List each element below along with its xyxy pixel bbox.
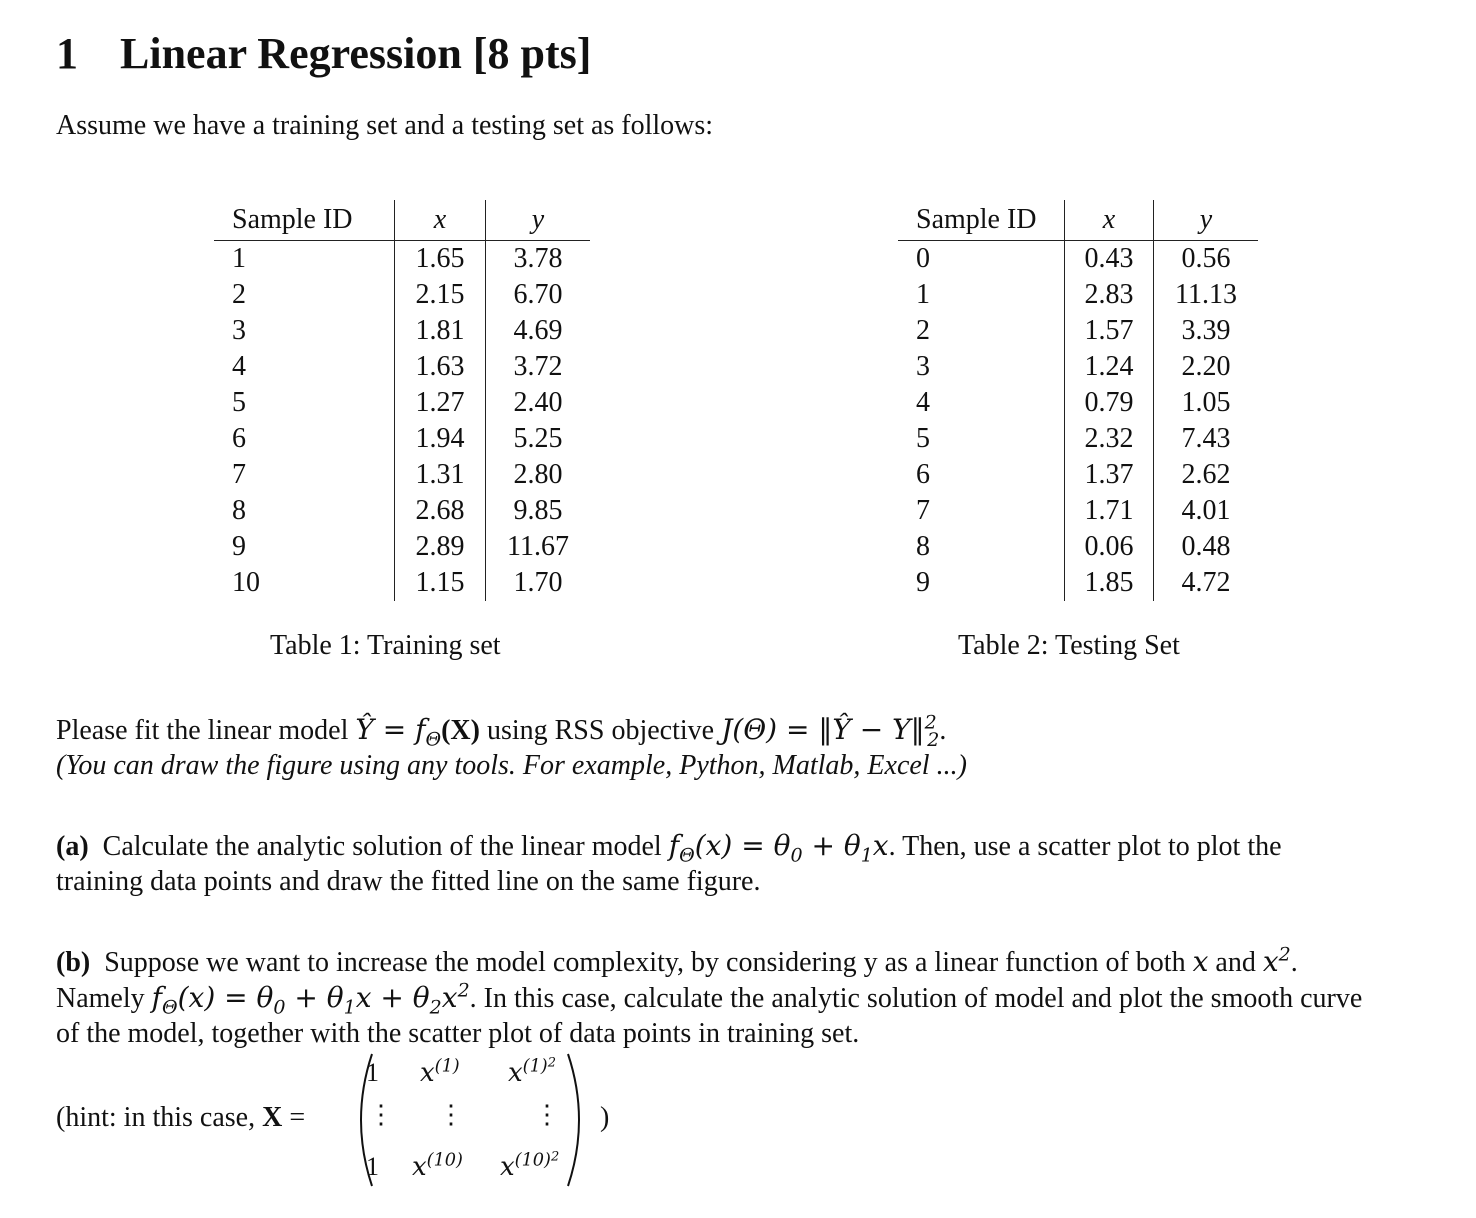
- x-cell: 1.37: [1065, 457, 1154, 493]
- sample-id-cell: 7: [916, 495, 930, 526]
- training-caption: Table 1: Training set: [270, 630, 501, 661]
- sample-id-cell: 10: [232, 567, 260, 598]
- fit-model-arg: (X): [441, 715, 480, 746]
- part-b-line3: of the model, together with the scatter plot of data points in training set.: [56, 1018, 860, 1049]
- hint-matrix-symbol: X: [262, 1102, 283, 1133]
- sample-id-cell: 5: [232, 387, 246, 418]
- sample-id-cell: 0: [916, 243, 930, 274]
- part-b-namely: Namely: [56, 983, 152, 1014]
- fit-end: .: [939, 715, 947, 746]
- part-a-line2: training data points and draw the fitted line on the same figure.: [56, 866, 761, 897]
- sample-id-cell: 3: [916, 351, 930, 382]
- sample-id-cell: 2: [232, 279, 246, 310]
- sample-id-cell: 6: [916, 459, 930, 490]
- x-cell: 1.15: [395, 565, 486, 601]
- sample-id-cell: 9: [916, 567, 930, 598]
- matrix-r3c2: $x^{(10)}$: [412, 1150, 463, 1182]
- testing-header-row: [898, 200, 1258, 241]
- x-cell: 0.06: [1065, 529, 1154, 565]
- hint-matrix: [346, 1052, 606, 1188]
- x-cell: 1.65: [395, 241, 486, 278]
- part-b-line2: [56, 980, 1362, 1017]
- part-a-formula: $f_\Theta(x) = \theta_0 + \theta_1x$: [668, 829, 889, 867]
- sample-id-cell: 2: [916, 315, 930, 346]
- table-row: [214, 529, 590, 565]
- x-cell: 2.68: [395, 493, 486, 529]
- part-b-line2-end: . In this case, calculate the analytic solution of model and plot the smooth curve: [469, 983, 1363, 1014]
- y-cell: 11.67: [486, 529, 591, 565]
- testing-header-y: y: [1154, 200, 1259, 241]
- part-a-line1: [56, 828, 1282, 865]
- x-cell: 2.83: [1065, 277, 1154, 313]
- testing-header-id: Sample ID: [898, 200, 1065, 241]
- y-cell: 5.25: [486, 421, 591, 457]
- x-cell: 1.71: [1065, 493, 1154, 529]
- part-b-formula: $f_\Theta(x) = \theta_0 + \theta_1x + \theta_2x^2$: [151, 979, 470, 1019]
- part-b-label: (b): [56, 947, 91, 978]
- table-row: [214, 493, 590, 529]
- table-row: [898, 421, 1258, 457]
- training-table: [214, 200, 590, 601]
- x-cell: 2.89: [395, 529, 486, 565]
- sample-id-cell: 8: [232, 495, 246, 526]
- x-cell: 1.27: [395, 385, 486, 421]
- table-row: [214, 385, 590, 421]
- table-row: [214, 277, 590, 313]
- matrix-r2c3: ⋮: [534, 1100, 560, 1129]
- table-row: [898, 277, 1258, 313]
- x-cell: 1.24: [1065, 349, 1154, 385]
- table-row: [214, 241, 590, 278]
- x-cell: 0.43: [1065, 241, 1154, 278]
- y-cell: 0.48: [1154, 529, 1259, 565]
- sample-id-cell: 4: [916, 387, 930, 418]
- y-cell: 2.80: [486, 457, 591, 493]
- x-cell: 1.85: [1065, 565, 1154, 601]
- y-cell: 7.43: [1154, 421, 1259, 457]
- fit-middle: using RSS objective: [479, 715, 722, 746]
- part-b-line1: [56, 944, 1298, 981]
- hint-text: [56, 1100, 305, 1136]
- y-cell: 0.56: [1154, 241, 1259, 278]
- x-cell: 1.63: [395, 349, 486, 385]
- testing-caption: Table 2: Testing Set: [958, 630, 1180, 661]
- sample-id-cell: 8: [916, 531, 930, 562]
- training-header-x: x: [395, 200, 486, 241]
- y-cell: 2.20: [1154, 349, 1259, 385]
- y-cell: 3.39: [1154, 313, 1259, 349]
- y-cell: 1.70: [486, 565, 591, 601]
- hint-prefix: (hint: in this case,: [56, 1102, 263, 1133]
- sample-id-cell: 1: [232, 243, 246, 274]
- matrix-r3c3: $x^{(10)2}$: [500, 1149, 560, 1182]
- table-row: [898, 529, 1258, 565]
- y-cell: 2.62: [1154, 457, 1259, 493]
- fit-prefix: Please fit the linear model: [56, 715, 356, 746]
- part-b-x: x: [1192, 945, 1209, 978]
- part-a-text2: . Then, use a scatter plot to plot the: [888, 831, 1282, 862]
- sample-id-cell: 5: [916, 423, 930, 454]
- testing-table: [898, 200, 1258, 601]
- table-row: [898, 493, 1258, 529]
- training-header-row: [214, 200, 590, 241]
- y-cell: 1.05: [1154, 385, 1259, 421]
- y-cell: 2.40: [486, 385, 591, 421]
- y-cell: 3.78: [486, 241, 591, 278]
- table-row: [214, 313, 590, 349]
- hint-close-paren: ): [600, 1102, 610, 1133]
- sample-id-cell: 4: [232, 351, 246, 382]
- y-cell: 4.01: [1154, 493, 1259, 529]
- table-row: [214, 565, 590, 601]
- part-b-x2: $x^2$: [1262, 943, 1291, 978]
- y-cell: 3.72: [486, 349, 591, 385]
- section-title: Linear Regression [8 pts]: [120, 29, 592, 78]
- matrix-r1c2: $x^{(1)}$: [420, 1056, 460, 1088]
- fit-instruction: [56, 712, 946, 749]
- sample-id-cell: 1: [916, 279, 930, 310]
- sample-id-cell: 9: [232, 531, 246, 562]
- matrix-r2c1: ⋮: [368, 1100, 394, 1129]
- part-a-text1: Calculate the analytic solution of the linear model: [102, 831, 669, 862]
- sample-id-cell: 3: [232, 315, 246, 346]
- section-number: 1: [56, 29, 78, 78]
- x-cell: 1.81: [395, 313, 486, 349]
- table-row: [898, 313, 1258, 349]
- x-cell: 2.15: [395, 277, 486, 313]
- y-cell: 9.85: [486, 493, 591, 529]
- table-row: [898, 241, 1258, 278]
- y-cell: 11.13: [1154, 277, 1259, 313]
- matrix-right-paren-icon: [564, 1052, 594, 1188]
- x-cell: 1.57: [1065, 313, 1154, 349]
- table-row: [898, 385, 1258, 421]
- part-a-label: (a): [56, 831, 89, 862]
- x-cell: 2.32: [1065, 421, 1154, 457]
- intro-text: Assume we have a training set and a testing set as follows:: [56, 110, 714, 141]
- table-row: [214, 457, 590, 493]
- y-cell: 4.69: [486, 313, 591, 349]
- training-header-id: Sample ID: [214, 200, 395, 241]
- part-b-and: and: [1208, 947, 1263, 978]
- matrix-r2c2: ⋮: [438, 1100, 464, 1129]
- table-row: [898, 349, 1258, 385]
- matrix-r1c3: $x^{(1)2}$: [508, 1055, 556, 1088]
- y-cell: 6.70: [486, 277, 591, 313]
- testing-body: [898, 241, 1258, 602]
- matrix-r1c1: 1: [366, 1058, 379, 1087]
- table-row: [898, 565, 1258, 601]
- table-row: [214, 349, 590, 385]
- fit-objective: J(Θ) = ‖Ŷ − Y‖$^2_2$: [721, 711, 940, 751]
- part-b-dot: .: [1290, 947, 1298, 978]
- sample-id-cell: 6: [232, 423, 246, 454]
- hint-equals: =: [282, 1102, 306, 1133]
- part-b-text1: Suppose we want to increase the model complexity, by considering y as a linear function of both: [104, 947, 1193, 978]
- x-cell: 0.79: [1065, 385, 1154, 421]
- fit-note: (You can draw the figure using any tools. For example, Python, Matlab, Excel ...): [56, 750, 967, 781]
- section-heading: [56, 28, 591, 79]
- matrix-r3c1: 1: [366, 1152, 379, 1181]
- training-body: [214, 241, 590, 602]
- table-row: [214, 421, 590, 457]
- table-row: [898, 457, 1258, 493]
- testing-header-x: x: [1065, 200, 1154, 241]
- x-cell: 1.94: [395, 421, 486, 457]
- training-header-y: y: [486, 200, 591, 241]
- sample-id-cell: 7: [232, 459, 246, 490]
- fit-model: Ŷ = $f_\Theta$: [355, 713, 442, 751]
- y-cell: 4.72: [1154, 565, 1259, 601]
- x-cell: 1.31: [395, 457, 486, 493]
